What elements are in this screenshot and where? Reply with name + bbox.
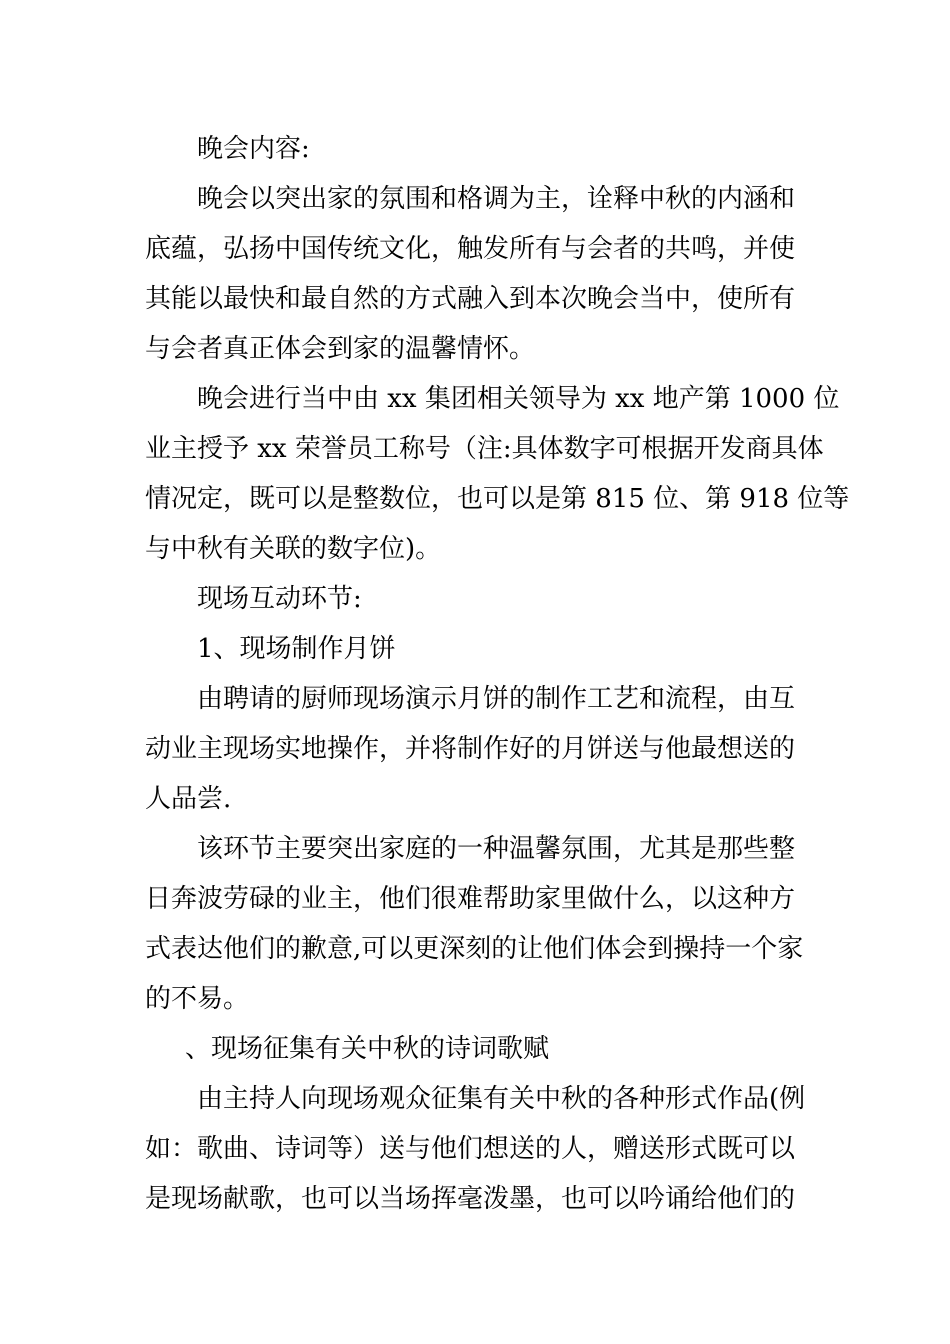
paragraph-line: 晚会进行当中由 xx 集团相关领导为 xx 地产第 1000 位 (197, 384, 840, 414)
paragraph-line: 日奔波劳碌的业主，他们很难帮助家里做什么，以这种方 (145, 884, 796, 914)
subsection-heading-mooncake: 1、现场制作月饼 (197, 634, 396, 664)
paragraph-line: 的不易。 (145, 984, 250, 1014)
paragraph-line: 情况定，既可以是整数位，也可以是第 815 位、第 918 位等 (145, 484, 850, 514)
section-heading-content: 晚会内容: (197, 134, 310, 164)
paragraph-line: 底蕴，弘扬中国传统文化，触发所有与会者的共鸣，并使 (145, 234, 796, 264)
paragraph-line: 由聘请的厨师现场演示月饼的制作工艺和流程，由互 (197, 684, 796, 714)
paragraph-line: 是现场献歌，也可以当场挥毫泼墨，也可以吟诵给他们的 (145, 1184, 796, 1214)
paragraph-line: 与会者真正体会到家的温馨情怀。 (145, 334, 536, 364)
paragraph-line: 如：歌曲、诗词等）送与他们想送的人，赠送形式既可以 (145, 1134, 796, 1164)
subsection-heading-poetry: 、现场征集有关中秋的诗词歌赋 (185, 1034, 550, 1064)
paragraph-line: 该环节主要突出家庭的一种温馨氛围，尤其是那些整 (197, 834, 796, 864)
paragraph-line: 人品尝. (145, 784, 232, 814)
section-heading-interaction: 现场互动环节: (197, 584, 362, 614)
paragraph-line: 由主持人向现场观众征集有关中秋的各种形式作品(例 (197, 1084, 806, 1114)
paragraph-line: 业主授予 xx 荣誉员工称号（注:具体数字可根据开发商具体 (145, 434, 824, 464)
paragraph-line: 其能以最快和最自然的方式融入到本次晚会当中，使所有 (145, 284, 796, 314)
paragraph-line: 晚会以突出家的氛围和格调为主，诠释中秋的内涵和 (197, 184, 796, 214)
paragraph-line: 式表达他们的歉意,可以更深刻的让他们体会到操持一个家 (145, 934, 804, 964)
paragraph-line: 与中秋有关联的数字位)。 (145, 534, 442, 564)
paragraph-line: 动业主现场实地操作，并将制作好的月饼送与他最想送的 (145, 734, 796, 764)
